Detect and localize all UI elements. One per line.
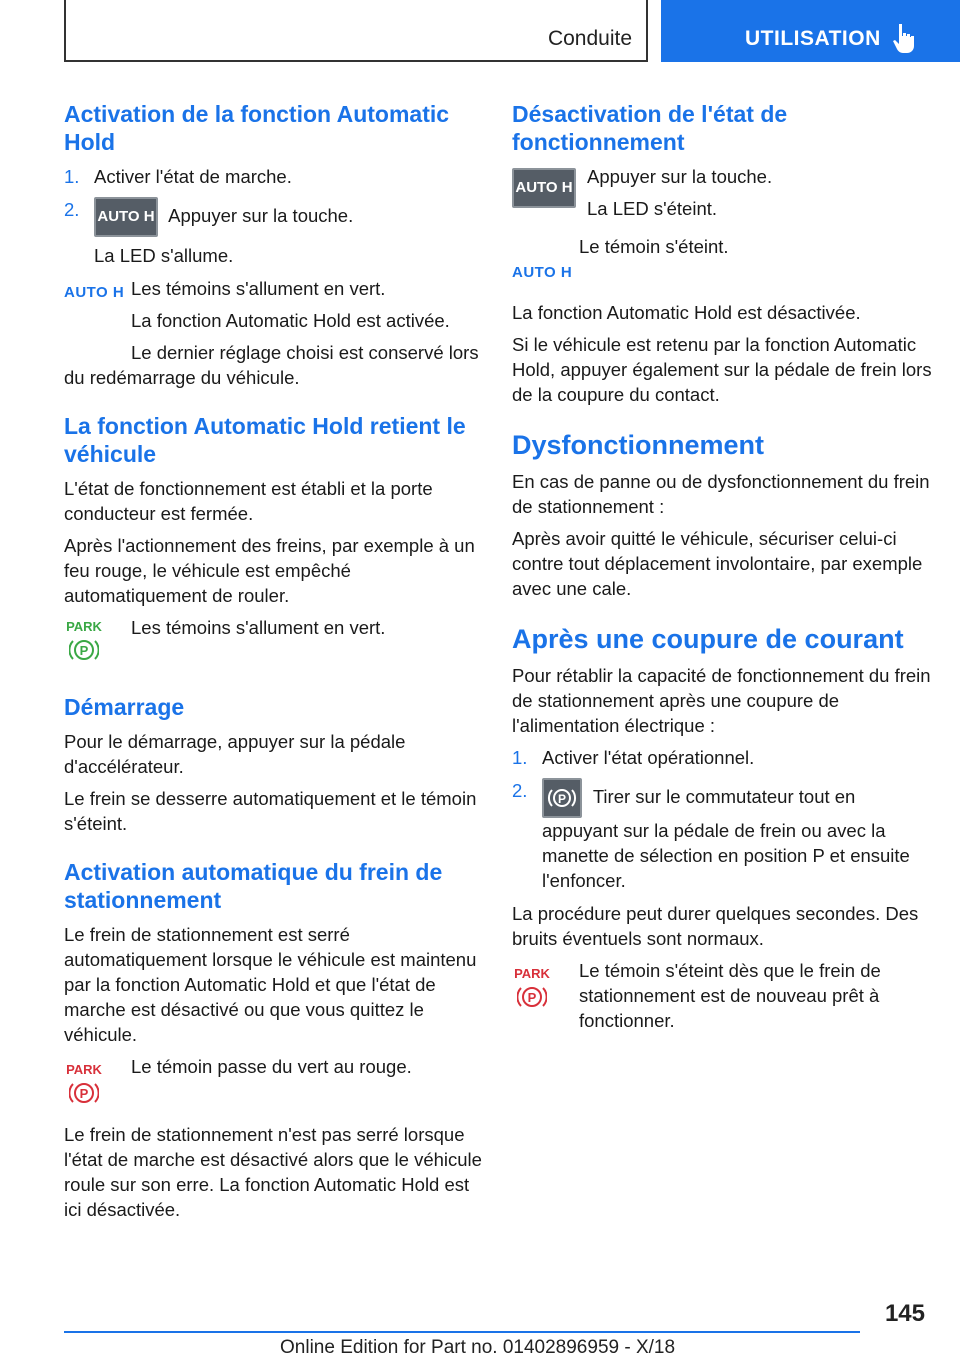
step-2 [512, 778, 932, 893]
auto-h-indicator-icon: AUTO H [512, 264, 573, 281]
step-1 [512, 745, 932, 770]
paragraph: La procédure peut durer quelques secondes. Des bruits éventuels sont normaux. [512, 903, 919, 949]
header-chapter-label: UTILISATION [745, 27, 881, 50]
svg-text:P: P [79, 643, 89, 658]
button-row [512, 164, 932, 228]
indicator-row [64, 1054, 484, 1116]
step-number: 2. [64, 199, 80, 220]
parking-brake-icon [517, 983, 547, 1011]
step-text: Activer l'état opérationnel. [542, 747, 755, 768]
indicator-text: Le dernier réglage choisi est conservé lors du redémarrage du véhicule. [64, 342, 479, 388]
svg-text:P: P [79, 1086, 89, 1101]
step-number: 1. [64, 166, 80, 187]
auto-h-indicator-icon: AUTO H [64, 284, 125, 301]
heading-dysfonctionnement: Dysfonctionnement [512, 430, 765, 460]
svg-text:P: P [527, 990, 537, 1005]
parking-brake-button-icon [542, 778, 582, 818]
footer-divider [64, 1331, 860, 1333]
section-demarrage [64, 693, 484, 836]
parking-brake-icon [69, 1079, 99, 1107]
left-column [64, 100, 484, 1244]
section-coupure-courant [512, 623, 932, 1033]
step-1 [64, 164, 484, 189]
paragraph: Après l'actionnement des freins, par exemple à un feu rouge, le véhicule est empêché automatiquement de rouler. [64, 535, 475, 606]
park-red-indicator-icon [64, 1062, 104, 1107]
paragraph: Pour le démarrage, appuyer sur la pédale d'accélérateur. [64, 731, 406, 777]
park-word: PARK [66, 619, 102, 634]
step-text: Appuyer sur la touche. [168, 204, 354, 226]
header-chapter-tab[interactable] [661, 0, 960, 62]
heading-activation-automatic-hold: Activation de la fonction Automatic Hold [64, 101, 450, 155]
hand-pointer-icon [893, 22, 917, 59]
indicator-row [512, 958, 932, 1033]
step-number: 1. [512, 747, 528, 768]
heading-coupure-courant: Après une coupure de courant [512, 624, 904, 654]
indicator-row [512, 234, 932, 294]
section-dysfonctionnement [512, 429, 932, 601]
paragraph: L'état de fonctionnement est établi et la porte conducteur est fermée. [64, 478, 433, 524]
heading-activation-frein: Activation automatique du frein de stationnement [64, 859, 443, 913]
instruction-text: Appuyer sur la touche. [587, 166, 773, 187]
indicator-text: Les témoins s'allument en vert. [131, 278, 386, 299]
right-column [512, 100, 932, 1055]
page-number: 145 [884, 1300, 925, 1327]
indicator-text: La fonction Automatic Hold est activée. [131, 310, 450, 331]
park-word: PARK [514, 966, 550, 981]
step-text: Activer l'état de marche. [94, 166, 292, 187]
steps-list [512, 745, 932, 893]
indicator-text: Les témoins s'allument en vert. [131, 617, 386, 638]
indicator-text: Le témoin s'éteint. [579, 236, 729, 257]
steps-list [64, 164, 484, 268]
header-section-box [64, 0, 648, 62]
step-number: 2. [512, 780, 528, 801]
auto-h-button-icon: AUTO H [94, 197, 158, 237]
section-activation-frein [64, 858, 484, 1222]
parking-brake-icon [69, 636, 99, 664]
heading-demarrage: Démarrage [64, 694, 185, 720]
paragraph: En cas de panne ou de dysfonctionnement du frein de stationnement : [512, 471, 930, 517]
header-section-title: Conduite [547, 27, 632, 50]
heading-automatic-hold-retient: La fonction Automatic Hold retient le véhicule [64, 413, 466, 467]
section-automatic-hold-retient [64, 412, 484, 671]
step-text: Tirer sur le commutateur tout en appuyant sur la pédale de frein ou avec la manette de sélection en position P et ensuite l'enfoncer. [542, 785, 910, 891]
section-activation-automatic-hold [64, 100, 484, 390]
step-subtext: La LED s'allume. [94, 245, 234, 266]
paragraph: Le frein de stationnement est serré automatiquement lorsque le véhicule est maintenu par la fonction Automatic Hold et que l'état de marche est désactivé ou que vous quittez le véhicule. [64, 924, 477, 1045]
svg-text:P: P [557, 792, 567, 806]
paragraph: Après avoir quitté le véhicule, sécuriser celui-ci contre tout déplacement involontaire, par exemple avec une cale. [512, 528, 923, 599]
heading-desactivation: Désactivation de l'état de fonctionnement [512, 101, 788, 155]
park-green-indicator-icon [64, 619, 104, 664]
park-word: PARK [66, 1062, 102, 1077]
park-red-indicator-icon [512, 966, 552, 1011]
indicator-text: Le témoin passe du vert au rouge. [131, 1056, 412, 1077]
paragraph: La fonction Automatic Hold est désactivée. [512, 302, 861, 323]
section-desactivation [512, 100, 932, 407]
paragraph: Le frein de stationnement n'est pas serré lorsque l'état de marche est désactivé alors que le véhicule roule sur son erre. La fonction Automatic Hold est ici désactivée. [64, 1124, 482, 1220]
indicator-row [64, 276, 484, 390]
paragraph: Pour rétablir la capacité de fonctionnement du frein de stationnement après une coupure de l'alimentation électrique : [512, 665, 931, 736]
auto-h-button-icon: AUTO H [512, 168, 576, 208]
footer-edition: Online Edition for Part no. 01402896959 - X/18 [280, 1337, 676, 1358]
indicator-row [64, 615, 484, 671]
instruction-text: La LED s'éteint. [587, 198, 718, 219]
paragraph: Si le véhicule est retenu par la fonction Automatic Hold, appuyer également sur la pédale de frein lors de la coupure du contact. [512, 334, 932, 405]
paragraph: Le frein se desserre automatiquement et le témoin s'éteint. [64, 788, 477, 834]
step-2 [64, 197, 484, 268]
indicator-text: Le témoin s'éteint dès que le frein de stationnement est de nouveau prêt à fonctionner. [579, 960, 881, 1031]
